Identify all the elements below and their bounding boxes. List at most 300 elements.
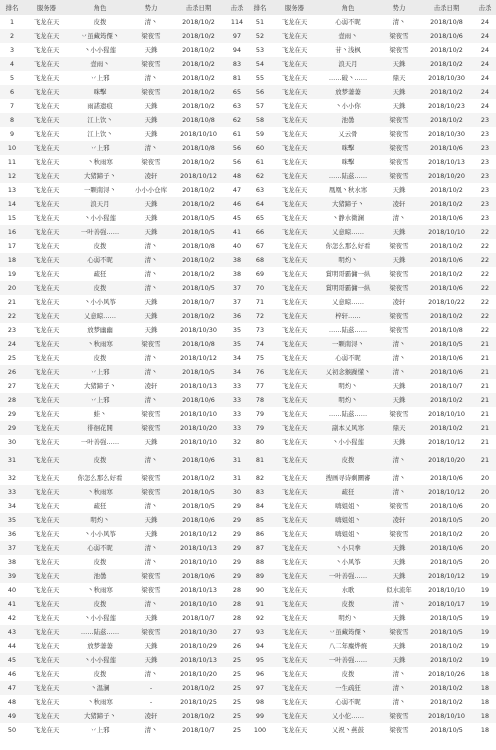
- cell-kills: 56: [232, 158, 242, 166]
- cell-rank: 4: [0, 57, 24, 71]
- cell-force: 天銖: [392, 102, 406, 110]
- cell-role: 丶小小猩莲: [84, 46, 116, 54]
- cell-kills: 23: [474, 113, 496, 127]
- cell-server: 飞龙在天: [281, 158, 308, 166]
- cell-rank: 66: [248, 225, 272, 239]
- cell-kills: 20: [480, 558, 490, 566]
- cell-role: ……破丶……: [328, 74, 368, 82]
- cell-force: 梁夜雪: [131, 625, 171, 639]
- cell-kills: 37: [232, 298, 242, 306]
- cell-force: 梁夜雪: [379, 281, 419, 295]
- cell-role: 池曇: [317, 113, 379, 127]
- cell-rank: 13: [7, 186, 17, 194]
- cell-kills: 38: [226, 253, 248, 267]
- cell-kill-date: 2018/10/2: [171, 85, 226, 99]
- cell-kills: 23: [474, 197, 496, 211]
- cell-rank: 53: [255, 46, 265, 54]
- cell-role: 一叶善强……: [317, 653, 379, 667]
- cell-rank: 40: [7, 586, 17, 594]
- cell-kills: 37: [226, 281, 248, 295]
- cell-role: 一叶善强……: [317, 569, 379, 583]
- cell-rank: 99: [248, 709, 272, 723]
- cell-role: ……陆茲……: [328, 410, 368, 418]
- cell-force: 梁夜雪: [389, 502, 409, 510]
- table-row: [0, 541, 496, 555]
- cell-kill-date: 2018/10/10: [180, 558, 217, 566]
- cell-force: 梁夜雪: [379, 113, 419, 127]
- cell-server: 飞龙在天: [281, 698, 308, 706]
- cell-server: 飞龙在天: [24, 709, 69, 723]
- cell-force: 梁夜雪: [389, 326, 409, 334]
- cell-kills: 34: [226, 365, 248, 379]
- cell-force: 清丶: [144, 726, 158, 734]
- cell-force: 天銖: [379, 569, 419, 583]
- cell-force: 梁夜雪: [389, 270, 409, 278]
- table-row: [0, 653, 496, 667]
- cell-kill-date: 2018/10/13: [171, 541, 226, 555]
- cell-server: 飞龙在天: [33, 382, 60, 390]
- cell-kills: 23: [480, 158, 490, 166]
- cell-rank: 79: [255, 410, 265, 418]
- cell-kills: 22: [474, 309, 496, 323]
- cell-role: 丶秋雨寒: [69, 337, 131, 351]
- cell-role: 賞明哥霸傭一纵: [317, 281, 379, 295]
- cell-server: 飞龙在天: [33, 410, 60, 418]
- cell-force: 梁夜雪: [379, 309, 419, 323]
- cell-kills: 24: [480, 74, 490, 82]
- cell-server: 飞龙在天: [33, 270, 60, 278]
- cell-kills: 18: [474, 681, 496, 695]
- cell-kills: 22: [480, 242, 490, 250]
- cell-server: 飞龙在天: [281, 102, 308, 110]
- table-row: [0, 141, 496, 155]
- cell-server: 飞龙在天: [281, 46, 308, 54]
- cell-server: 飞龙在天: [272, 421, 317, 435]
- cell-server: 飞龙在天: [281, 474, 308, 482]
- cell-force: 天銖: [379, 541, 419, 555]
- cell-rank: 85: [248, 513, 272, 527]
- cell-kill-date: 2018/10/10: [428, 586, 465, 594]
- cell-kill-date: 2018/10/5: [171, 281, 226, 295]
- cell-force: 天銖: [392, 186, 406, 194]
- cell-server: 飞龙在天: [281, 382, 308, 390]
- cell-kill-date: 2018/10/2: [182, 186, 215, 194]
- cell-server: 飞龙在天: [272, 281, 317, 295]
- cell-kill-date: 2018/10/2: [171, 309, 226, 323]
- cell-kill-date: 2018/10/20: [180, 670, 217, 678]
- cell-force: -: [149, 698, 153, 706]
- cell-role: 梓轩……: [317, 309, 379, 323]
- cell-kills: 23: [474, 169, 496, 183]
- cell-force: 清丶: [379, 337, 419, 351]
- cell-kill-date: 2018/10/7: [182, 614, 215, 622]
- cell-server: 飞龙在天: [24, 85, 69, 99]
- cell-role: 水歌: [341, 586, 355, 594]
- cell-server: 飞龙在天: [24, 141, 69, 155]
- cell-kill-date: 2018/10/2: [419, 85, 474, 99]
- cell-force: 梁夜雪: [389, 242, 409, 250]
- cell-force: 梁夜雪: [379, 625, 419, 639]
- cell-kills: 18: [480, 726, 490, 734]
- cell-role: 丶小小猩莲: [332, 438, 364, 446]
- cell-role: 丷上邪: [69, 365, 131, 379]
- table-row: [0, 197, 496, 211]
- cell-role: 乂初念猴躁懂丶: [317, 365, 379, 379]
- cell-force: 清丶: [144, 558, 158, 566]
- cell-rank: 60: [248, 141, 272, 155]
- cell-role: 丶小小猩莲: [69, 653, 131, 667]
- header-kills: 击杀: [474, 0, 496, 15]
- cell-server: 飞龙在天: [272, 113, 317, 127]
- cell-server: 飞龙在天: [24, 29, 69, 43]
- cell-rank: 29: [0, 421, 24, 435]
- table-row: [0, 169, 496, 183]
- cell-kill-date: 2018/10/5: [430, 726, 463, 734]
- cell-server: 飞龙在天: [33, 502, 60, 510]
- cell-server: 飞龙在天: [281, 502, 308, 510]
- cell-kill-date: 2018/10/6: [419, 365, 474, 379]
- cell-force: 梁夜雪: [131, 421, 171, 435]
- table-row: [0, 421, 496, 435]
- cell-force: 天銖: [131, 309, 171, 323]
- cell-server: 飞龙在天: [33, 670, 60, 678]
- cell-rank: 75: [255, 354, 265, 362]
- cell-role: 丷上邪: [90, 726, 110, 734]
- cell-rank: 54: [248, 57, 272, 71]
- cell-kill-date: 2018/10/2: [419, 113, 474, 127]
- cell-role: 皮拨: [93, 18, 107, 26]
- table-row: [0, 351, 496, 365]
- header-kills: 击杀: [226, 0, 248, 15]
- cell-role: 放梦幽幽: [87, 326, 113, 334]
- cell-kill-date: 2018/10/5: [419, 513, 474, 527]
- cell-force: 梁夜雪: [379, 29, 419, 43]
- cell-server: 飞龙在天: [281, 270, 308, 278]
- cell-kill-date: 2018/10/12: [428, 438, 465, 446]
- cell-kill-date: 2018/10/2: [182, 74, 215, 82]
- cell-rank: 12: [0, 169, 24, 183]
- cell-kill-date: 2018/10/6: [171, 449, 226, 471]
- cell-kills: 28: [232, 614, 242, 622]
- cell-rank: 25: [7, 354, 17, 362]
- cell-role: 心弱不昵: [335, 354, 361, 362]
- cell-force: 凌轩: [131, 169, 171, 183]
- cell-kills: 24: [474, 29, 496, 43]
- cell-kills: 36: [226, 309, 248, 323]
- cell-kills: 41: [226, 225, 248, 239]
- cell-role: ……陆茲……: [69, 625, 131, 639]
- cell-kills: 20: [474, 485, 496, 499]
- cell-kill-date: 2018/10/20: [419, 169, 474, 183]
- cell-kill-date: 2018/10/12: [180, 354, 217, 362]
- cell-force: 鼎天: [392, 74, 406, 82]
- cell-rank: 5: [9, 74, 15, 82]
- cell-server: 飞龙在天: [24, 169, 69, 183]
- cell-kill-date: 2018/10/2: [430, 530, 463, 538]
- cell-server: 飞龙在天: [33, 214, 60, 222]
- cell-kill-date: 2018/10/6: [171, 393, 226, 407]
- cell-rank: 67: [255, 242, 265, 250]
- cell-kill-date: 2018/10/8: [171, 337, 226, 351]
- cell-rank: 15: [7, 214, 17, 222]
- cell-rank: 23: [7, 326, 17, 334]
- cell-force: 凌轩: [131, 709, 171, 723]
- cell-role: 丶秋雨寒: [87, 586, 113, 594]
- cell-rank: 70: [248, 281, 272, 295]
- cell-kill-date: 2018/10/2: [182, 474, 215, 482]
- cell-rank: 56: [248, 85, 272, 99]
- cell-kill-date: 2018/10/2: [430, 698, 463, 706]
- cell-role: 皮拨: [69, 597, 131, 611]
- cell-rank: 10: [0, 141, 24, 155]
- cell-kill-date: 2018/10/10: [180, 130, 217, 138]
- cell-force: 天銖: [144, 46, 158, 54]
- cell-rank: 98: [255, 698, 265, 706]
- cell-rank: 51: [255, 18, 265, 26]
- cell-role: 咪擊: [317, 141, 379, 155]
- cell-role: 放梦萋萋: [87, 642, 113, 650]
- cell-kills: 40: [232, 242, 242, 250]
- cell-force: 梁夜雪: [379, 169, 419, 183]
- table-row: [0, 225, 496, 239]
- cell-force: 梁夜雪: [141, 586, 161, 594]
- cell-role: 皮拨: [69, 449, 131, 471]
- cell-kill-date: 2018/10/8: [171, 141, 226, 155]
- cell-kill-date: 2018/10/6: [419, 141, 474, 155]
- cell-role: 乂祝丶燕鼓: [332, 726, 364, 734]
- cell-role: 江上饮丶: [87, 130, 113, 138]
- cell-role: 明灼丶: [317, 253, 379, 267]
- cell-kills: 47: [232, 186, 242, 194]
- cell-kill-date: 2018/10/20: [419, 449, 474, 471]
- cell-rank: 28: [0, 393, 24, 407]
- cell-rank: 14: [0, 197, 24, 211]
- cell-role: ……陆茲……: [328, 326, 368, 334]
- cell-force: -: [131, 681, 171, 695]
- cell-kills: 48: [226, 169, 248, 183]
- cell-kills: 24: [480, 18, 490, 26]
- cell-role: 皮拨: [93, 354, 107, 362]
- cell-kill-date: 2018/10/13: [428, 158, 465, 166]
- table-row: [0, 513, 496, 527]
- cell-server: 飞龙在天: [33, 102, 60, 110]
- cell-force: 天銖: [392, 642, 406, 650]
- cell-rank: 33: [0, 485, 24, 499]
- cell-kill-date: 2018/10/2: [171, 197, 226, 211]
- cell-force: 天銖: [131, 225, 171, 239]
- table-row: [0, 323, 496, 337]
- cell-kill-date: 2018/10/2: [430, 270, 463, 278]
- cell-server: 飞龙在天: [281, 438, 308, 446]
- cell-rank: 46: [7, 670, 17, 678]
- cell-kills: 94: [232, 46, 242, 54]
- cell-force: 小小小仓库: [135, 186, 167, 194]
- cell-kills: 34: [232, 354, 242, 362]
- cell-force: 清丶: [392, 18, 406, 26]
- cell-kill-date: 2018/10/5: [182, 214, 215, 222]
- cell-rank: 100: [253, 726, 267, 734]
- cell-force: 梁夜雪: [379, 709, 419, 723]
- cell-role: 徘徊花開: [69, 421, 131, 435]
- table-row: [0, 379, 496, 393]
- cell-kills: 20: [480, 530, 490, 538]
- cell-force: 清丶: [144, 670, 158, 678]
- cell-role: 蛙丶: [93, 410, 107, 418]
- cell-server: 飞龙在天: [281, 530, 308, 538]
- cell-kill-date: 2018/10/2: [419, 309, 474, 323]
- cell-kills: 18: [474, 709, 496, 723]
- cell-server: 飞龙在天: [281, 586, 308, 594]
- cell-kills: 81: [232, 74, 242, 82]
- cell-rank: 71: [255, 298, 265, 306]
- cell-server: 飞龙在天: [24, 225, 69, 239]
- cell-server: 飞龙在天: [281, 242, 308, 250]
- cell-force: 梁夜雪: [389, 130, 409, 138]
- cell-role: 疏狂: [317, 485, 379, 499]
- cell-rank: 41: [0, 597, 24, 611]
- cell-kill-date: 2018/10/7: [430, 382, 463, 390]
- cell-kills: 25: [232, 698, 242, 706]
- cell-rank: 55: [255, 74, 265, 82]
- cell-role: 八二年麋烨焼: [328, 642, 368, 650]
- table-row: [0, 253, 496, 267]
- cell-role: 大猪蹄子丶: [317, 197, 379, 211]
- cell-server: 飞龙在天: [24, 57, 69, 71]
- cell-role: 苷丶浅枫: [335, 46, 361, 54]
- cell-kills: 19: [480, 642, 490, 650]
- cell-kill-date: 2018/10/2: [419, 57, 474, 71]
- cell-force: 天銖: [144, 130, 158, 138]
- cell-server: 飞龙在天: [281, 18, 308, 26]
- cell-role: 明灼丶: [338, 614, 358, 622]
- cell-role: 乂意晾……: [332, 298, 364, 306]
- cell-kill-date: 2018/10/5: [182, 502, 215, 510]
- cell-kills: 25: [226, 653, 248, 667]
- cell-rank: 93: [248, 625, 272, 639]
- cell-server: 飞龙在天: [33, 242, 60, 250]
- cell-rank: 45: [0, 653, 24, 667]
- table-row: [0, 435, 496, 449]
- cell-kill-date: 2018/10/26: [428, 670, 465, 678]
- cell-role: 一叶善强……: [80, 438, 120, 446]
- cell-rank: 39: [0, 569, 24, 583]
- cell-kills: 56: [226, 141, 248, 155]
- cell-rank: 21: [7, 298, 17, 306]
- header-force: 势力: [379, 0, 419, 15]
- cell-server: 飞龙在天: [272, 597, 317, 611]
- cell-server: 飞龙在天: [281, 354, 308, 362]
- cell-force: 天銖: [131, 653, 171, 667]
- cell-kill-date: 2018/10/30: [171, 625, 226, 639]
- cell-kills: 24: [480, 46, 490, 54]
- table-row: [0, 113, 496, 127]
- cell-server: 飞龙在天: [281, 186, 308, 194]
- cell-kill-date: 2018/10/2: [182, 102, 215, 110]
- cell-force: 梁夜雪: [131, 85, 171, 99]
- cell-rank: 97: [248, 681, 272, 695]
- cell-role: 丷虽藏筠僳丶: [317, 625, 379, 639]
- cell-server: 飞龙在天: [24, 393, 69, 407]
- cell-kill-date: 2018/10/13: [171, 653, 226, 667]
- cell-rank: 29: [7, 410, 17, 418]
- cell-rank: 36: [7, 530, 17, 538]
- cell-force: 天銖: [392, 614, 406, 622]
- cell-rank: 7: [9, 102, 15, 110]
- cell-kills: 21: [480, 354, 490, 362]
- cell-role: 一生疏狂: [317, 681, 379, 695]
- cell-force: 似水流年: [386, 586, 412, 594]
- cell-server: 飞龙在天: [33, 158, 60, 166]
- cell-force: 天銖: [379, 57, 419, 71]
- cell-kill-date: 2018/10/10: [428, 410, 465, 418]
- cell-role: 一颗南浔丶: [84, 186, 116, 194]
- cell-rank: 82: [255, 474, 265, 482]
- cell-kill-date: 2018/10/5: [430, 558, 463, 566]
- cell-rank: 80: [255, 438, 265, 446]
- cell-kills: 38: [232, 270, 242, 278]
- cell-force: 天銖: [144, 214, 158, 222]
- cell-role: 壹雨丶: [69, 57, 131, 71]
- cell-force: 天銖: [144, 614, 158, 622]
- table-row: [0, 29, 496, 43]
- header-role: 角色: [317, 0, 379, 15]
- cell-kills: 23: [480, 214, 490, 222]
- cell-rank: 96: [255, 670, 265, 678]
- cell-rank: 92: [255, 614, 265, 622]
- table-header-row: [0, 0, 496, 15]
- cell-role: 一叶善强……: [69, 225, 131, 239]
- cell-server: 飞龙在天: [272, 625, 317, 639]
- cell-role: 皮拨: [93, 242, 107, 250]
- cell-role: 大猪蹄子丶: [69, 709, 131, 723]
- cell-server: 飞龙在天: [24, 653, 69, 667]
- cell-kills: 25: [226, 709, 248, 723]
- cell-rank: 32: [7, 474, 17, 482]
- cell-rank: 47: [0, 681, 24, 695]
- cell-kills: 26: [232, 642, 242, 650]
- cell-kills: 24: [474, 57, 496, 71]
- table-row: [0, 723, 496, 737]
- cell-force: 梁夜雪: [141, 474, 161, 482]
- cell-server: 飞龙在天: [272, 393, 317, 407]
- cell-rank: 37: [0, 541, 24, 555]
- header-server: 服务器: [272, 0, 317, 15]
- cell-role: 皮拨: [93, 670, 107, 678]
- cell-kills: 20: [474, 541, 496, 555]
- header-rank: 排名: [248, 0, 272, 15]
- cell-kills: 63: [232, 102, 242, 110]
- cell-kills: 45: [232, 214, 242, 222]
- cell-force: 清丶: [131, 253, 171, 267]
- cell-force: 天銖: [131, 513, 171, 527]
- cell-server: 飞龙在天: [281, 726, 308, 734]
- table-row: [0, 471, 496, 485]
- cell-force: 梁夜雪: [389, 46, 409, 54]
- cell-rank: 20: [0, 281, 24, 295]
- cell-rank: 88: [255, 558, 265, 566]
- cell-server: 飞龙在天: [272, 681, 317, 695]
- table-row: [0, 309, 496, 323]
- cell-kills: 23: [480, 186, 490, 194]
- table-row: [0, 485, 496, 499]
- cell-server: 飞龙在天: [281, 326, 308, 334]
- cell-role: 丶静水微澜: [332, 214, 364, 222]
- cell-force: 清丶: [379, 681, 419, 695]
- cell-kills: 22: [480, 298, 490, 306]
- cell-rank: 58: [248, 113, 272, 127]
- cell-kill-date: 2018/10/25: [180, 698, 217, 706]
- cell-kills: 29: [232, 530, 242, 538]
